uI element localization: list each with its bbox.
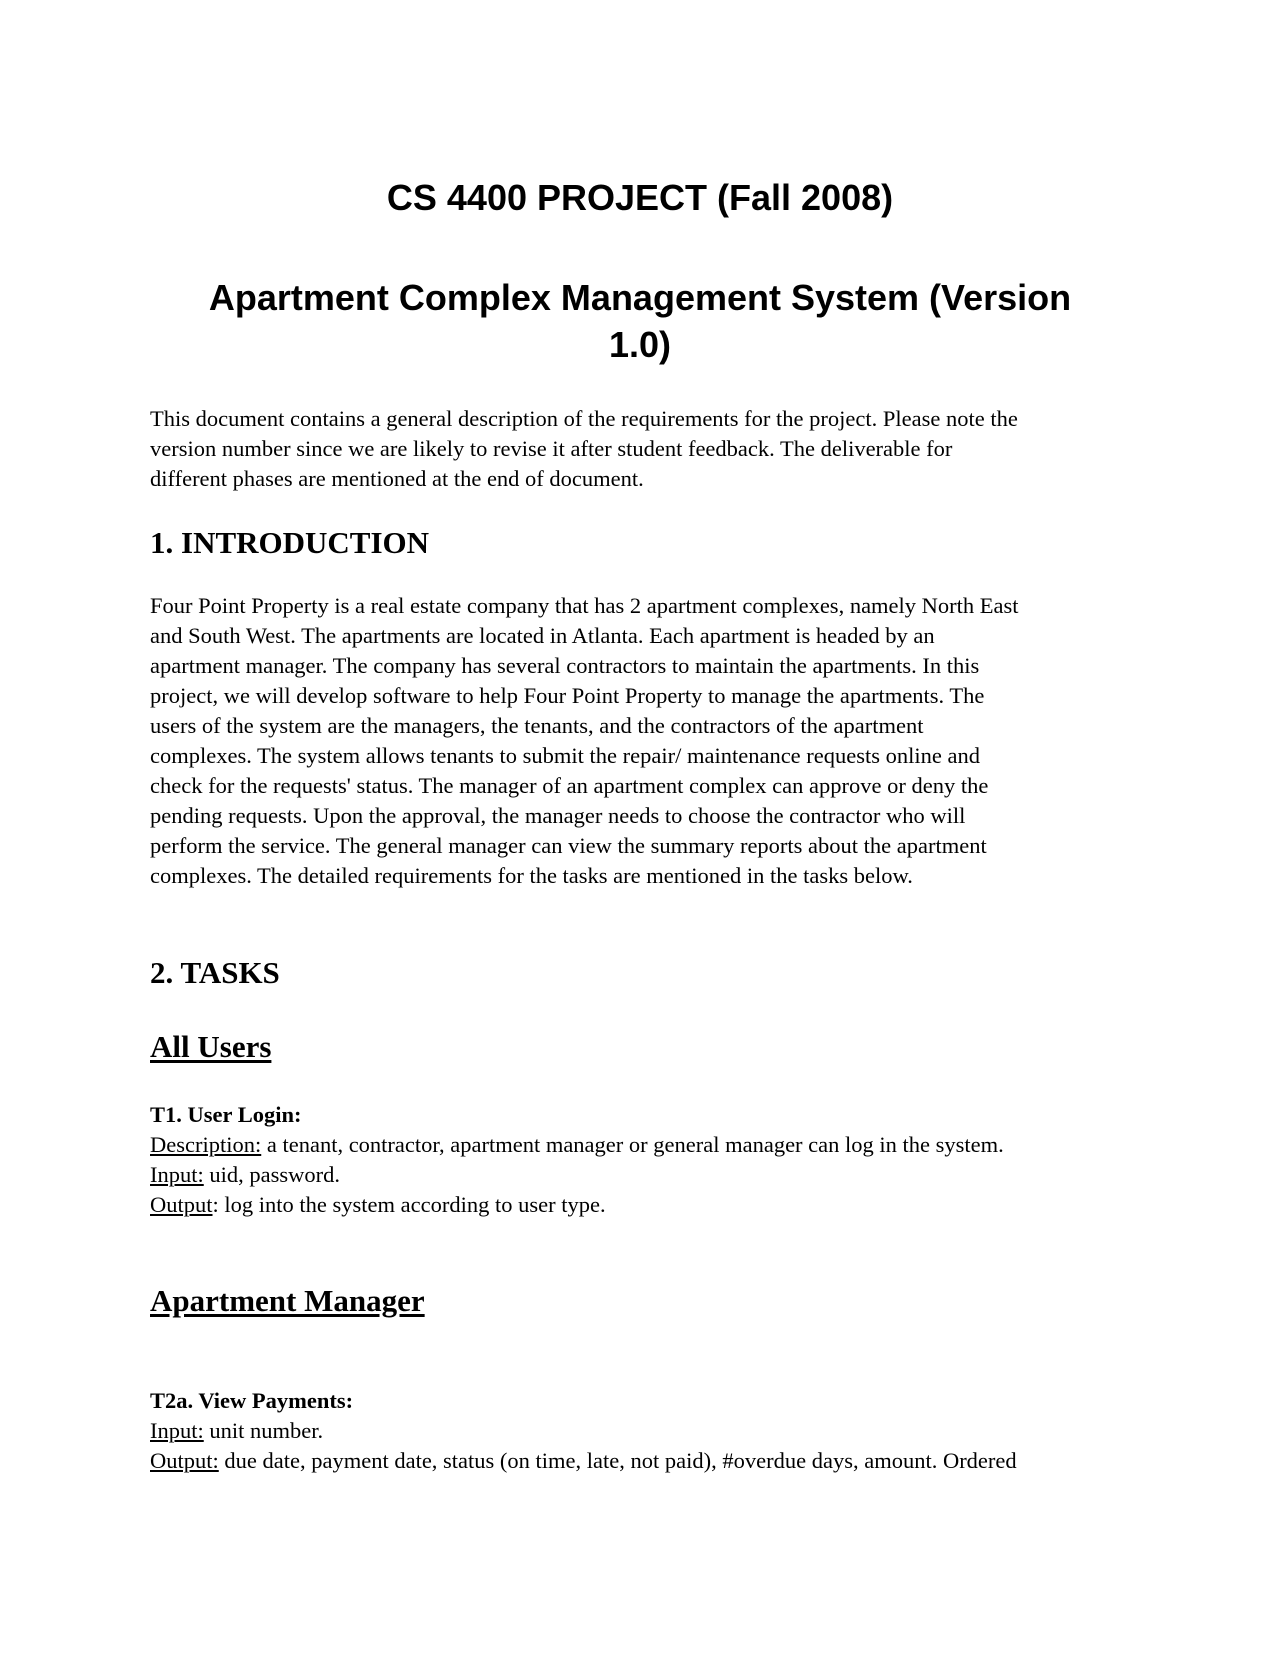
introduction-line: perform the service. The general manager can view the summary reports about the apartment	[150, 833, 987, 858]
t2a-output-label: Output:	[150, 1448, 219, 1473]
introduction-paragraph	[150, 591, 1130, 891]
t1-output	[150, 1190, 606, 1220]
task-title-t2a: T2a. View Payments:	[150, 1388, 354, 1413]
section-heading-tasks: 2. TASKS	[150, 955, 280, 990]
t1-output-text: : log into the system according to user type.	[212, 1192, 606, 1217]
subtitle-line-1: Apartment Complex Management System (Version	[208, 277, 1072, 318]
t1-output-label: Output	[150, 1192, 213, 1217]
subsection-heading-apartment-manager: Apartment Manager	[150, 1283, 425, 1318]
document-title: CS 4400 PROJECT (Fall 2008)	[386, 177, 894, 218]
t2a-input	[150, 1416, 323, 1446]
subsection-heading-all-users: All Users	[150, 1029, 272, 1064]
intro-line: different phases are mentioned at the end of document.	[150, 466, 644, 491]
t1-description-label: Description:	[150, 1132, 262, 1157]
intro-line: version number since we are likely to revise it after student feedback. The deliverable for	[150, 436, 953, 461]
section-heading-introduction: 1. INTRODUCTION	[150, 525, 430, 560]
intro-line: This document contains a general description of the requirements for the project. Please note the	[150, 406, 1018, 431]
introduction-line: check for the requests' status. The manager of an apartment complex can approve or deny the	[150, 773, 989, 798]
introduction-line: and South West. The apartments are located in Atlanta. Each apartment is headed by an	[150, 623, 935, 648]
intro-paragraph	[150, 404, 1130, 494]
introduction-line: users of the system are the managers, the tenants, and the contractors of the apartment	[150, 713, 924, 738]
t2a-input-label: Input:	[150, 1418, 204, 1443]
t1-input	[150, 1160, 340, 1190]
t1-description	[150, 1130, 1004, 1160]
introduction-line: apartment manager. The company has several contractors to maintain the apartments. In this	[150, 653, 980, 678]
t2a-output-text: due date, payment date, status (on time, late, not paid), #overdue days, amount. Ordered	[218, 1448, 1017, 1473]
introduction-line: project, we will develop software to help Four Point Property to manage the apartments. The	[150, 683, 985, 708]
task-title-t1: T1. User Login:	[150, 1102, 302, 1127]
subtitle-line-2: 1.0)	[608, 324, 672, 365]
introduction-line: complexes. The detailed requirements for the tasks are mentioned in the tasks below.	[150, 863, 913, 888]
document-subtitle	[150, 274, 1130, 368]
introduction-line: pending requests. Upon the approval, the manager needs to choose the contractor who will	[150, 803, 966, 828]
introduction-line: complexes. The system allows tenants to submit the repair/ maintenance requests online and	[150, 743, 980, 768]
introduction-line: Four Point Property is a real estate company that has 2 apartment complexes, namely North East	[150, 593, 1019, 618]
t1-description-text: a tenant, contractor, apartment manager or general manager can log in the system.	[261, 1132, 1004, 1157]
t1-input-label: Input:	[150, 1162, 204, 1187]
t2a-input-text: unit number.	[203, 1418, 324, 1443]
t1-input-text: uid, password.	[203, 1162, 340, 1187]
t2a-output	[150, 1446, 1017, 1476]
